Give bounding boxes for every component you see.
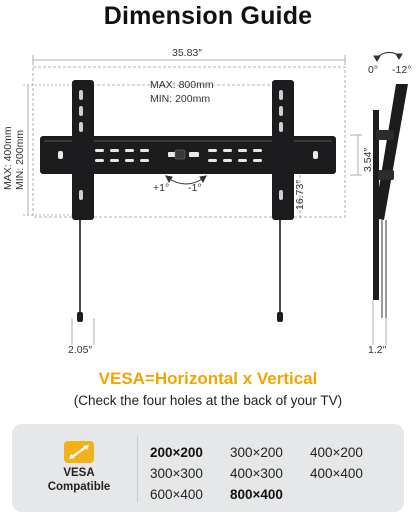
vesa-sizes-grid (150, 442, 400, 505)
total-width-label: 35.83″ (172, 47, 202, 59)
tilt-zero-label: 0° (368, 64, 379, 76)
vesa-row (150, 463, 400, 484)
vesa-horizontal-max-label: MAX: 800mm (150, 79, 214, 91)
vesa-row (150, 442, 400, 463)
vesa-resize-icon (64, 441, 94, 463)
arm-width-label: 2.05″ (68, 344, 93, 356)
vertical-arm-right (272, 80, 294, 322)
vesa-badge-label (24, 466, 134, 494)
vesa-size-item: 200×200 (150, 445, 203, 460)
vesa-size-item: 300×200 (230, 445, 283, 460)
side-profile-view (373, 84, 408, 318)
vesa-size-item: 400×200 (310, 445, 363, 460)
page-title: Dimension Guide (103, 2, 313, 30)
vesa-size-item: 300×300 (150, 466, 203, 481)
vesa-badge-line2: Compatible (47, 481, 111, 493)
vesa-vertical-min-label: MIN: 200mm (14, 129, 26, 190)
vesa-row (150, 484, 400, 505)
vesa-size-item: 400×400 (310, 466, 363, 481)
vertical-arm-left (72, 80, 94, 322)
plate-height-label: 3.54″ (362, 147, 374, 172)
vesa-size-item: 600×400 (150, 487, 203, 502)
vesa-size-item: 800×400 (230, 487, 283, 502)
tilt-max-label: -12° (392, 64, 412, 76)
depth-label: 1.2″ (368, 344, 387, 356)
swivel-minus-label: -1° (188, 182, 202, 194)
tilt-arrow-icon (374, 52, 402, 61)
panel-divider (137, 436, 138, 502)
vesa-horizontal-min-label: MIN: 200mm (150, 93, 211, 105)
vesa-vertical-max-label: MAX: 400mm (2, 126, 14, 190)
vesa-badge-line1: VESA (63, 467, 95, 479)
arm-length-label: 16.73″ (294, 180, 306, 210)
vesa-size-item: 400×300 (230, 466, 283, 481)
vesa-compatibility-panel (12, 424, 404, 512)
vesa-formula-title: VESA=Horizontal x Vertical (98, 369, 318, 388)
vesa-check-note: (Check the four holes at the back of your TV) (73, 393, 343, 408)
swivel-plus-label: +1° (153, 182, 170, 194)
